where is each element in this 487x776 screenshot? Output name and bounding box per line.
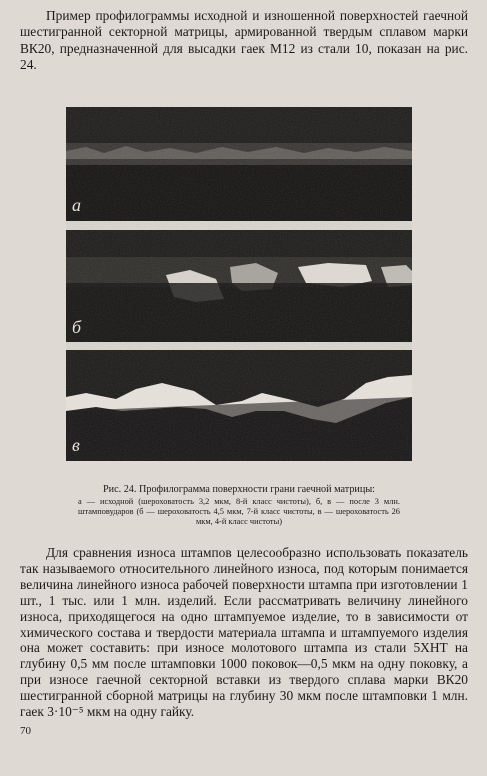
panel-label-b: б — [72, 317, 82, 337]
figure-caption — [78, 484, 400, 527]
caption-title: Рис. 24. Профилограмма поверхности грани гаечной матрицы: — [102, 484, 376, 495]
body-paragraph: Для сравнения износа штампов целесообразно использовать показатель так называемого относительного линейного износа, под которым понимается величина линейного износа рабочей поверхности штампа при изготовлении 1 шт., 1 тыс. или 1 млн. изделий. Если рассматривать величину линейного износа, приходящегося на одно штампуемое изделие, то в зависимости от химического состава и твердости материала штампа и штампуемого изделия она может составить: при износе молотового штампа из стали 5ХНТ на глубину 0,5 мм после штамповки 1000 поковок—0,5 мкм на одну поковку, а при износе гаечной секторной вставки из твердого сплава марки ВК20 шестигранной сборной матрицы на глубину 30 мкм после штамповки 1 млн. гаек 3·10⁻⁵ мкм на одну гайку. — [20, 545, 468, 720]
intro-paragraph: Пример профилограммы исходной и изношенной поверхностей гаечной шестигранной секторной матрицы, армированной твердым сплавом марки ВК20, предназначенной для высадки гаек М12 из стали 10, показан на рис. 24. — [20, 8, 468, 73]
figure-profilogram — [66, 107, 412, 461]
page-number: 70 — [20, 725, 31, 737]
body-text — [20, 545, 468, 720]
panel-label-c: в — [72, 435, 80, 455]
profilogram-image — [66, 107, 412, 461]
panel-label-a: а — [72, 195, 81, 215]
intro-text — [20, 8, 468, 74]
caption-legend: а — исходной (шероховатость 3,2 мкм, 8-й класс чистоты), б, в — после 3 млн. штамповударов (б — шероховатость 4,5 мкм, 7-й класс чистоты, в — шероховатость 26 мкм, 4-й класс чистоты) — [78, 497, 400, 526]
